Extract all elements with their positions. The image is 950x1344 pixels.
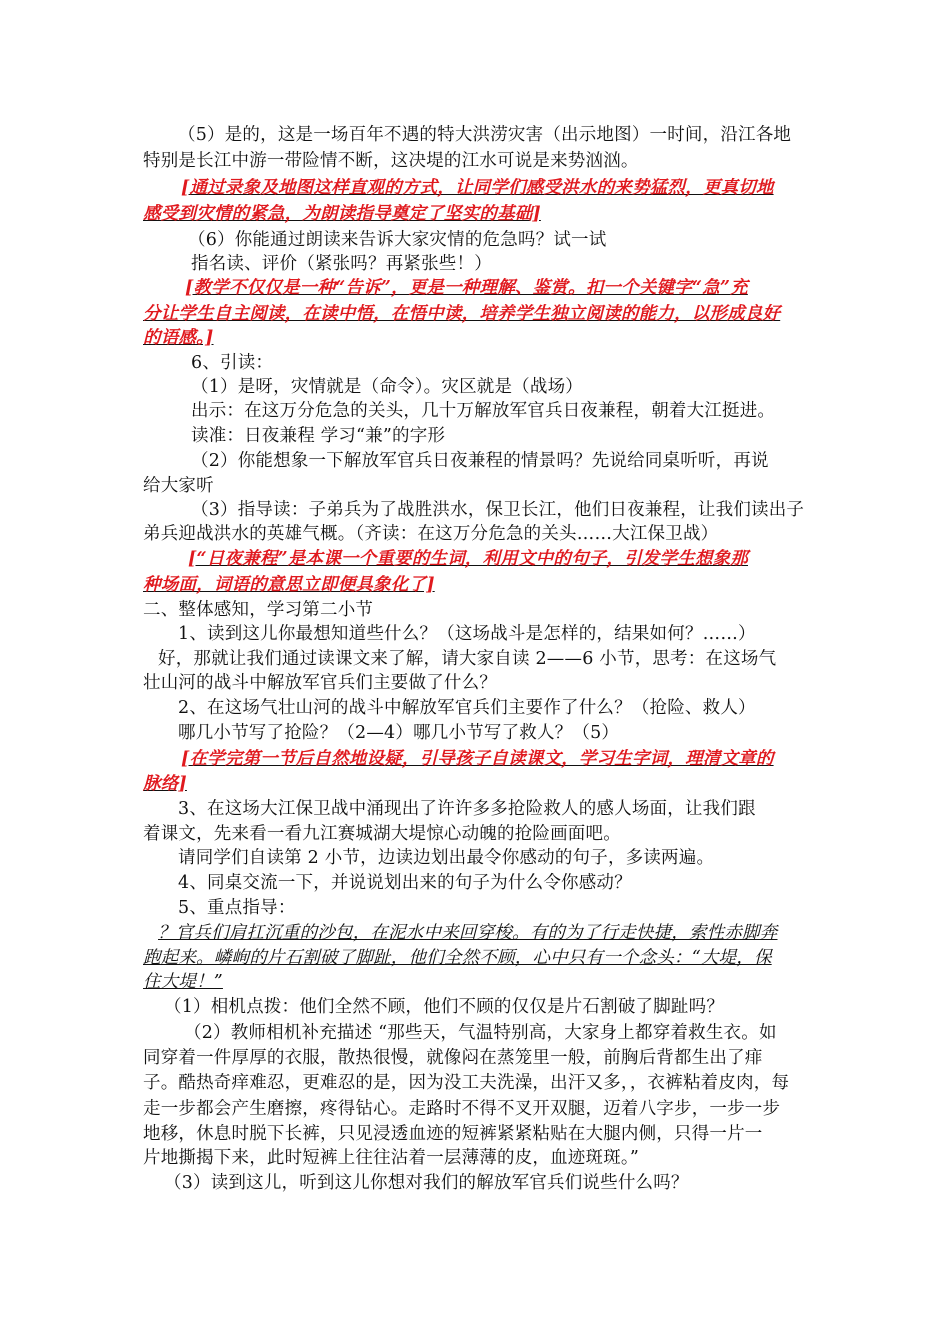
text-line: 地移，休息时脱下长裤，只见浸透血迹的短裤紧紧粘贴在大腿内侧，只得一片一 [143, 1124, 763, 1144]
quoted-passage: 住大堤！” [143, 972, 223, 992]
quoted-passage: 跑起来。嶙峋的片石割破了脚趾，他们全然不顾，心中只有一个念头：“大堤，保 [143, 948, 772, 968]
text-line: （5）是的，这是一场百年不遇的特大洪涝灾害（出示地图）一时间，沿江各地 [178, 125, 792, 145]
text-line: 指名读、评价（紧张吗？再紧张些！） [191, 254, 492, 274]
teaching-note: 种场面，词语的意思立即便具象化了] [143, 575, 435, 595]
teaching-note: 感受到灾情的紧急，为朗读指导奠定了坚实的基础] [143, 204, 541, 224]
text-line: 哪几小节写了抢险？（2—4）哪几小节写了救人？（5） [178, 723, 620, 743]
text-line: 6、引读： [191, 353, 274, 373]
text-line: 好，那就让我们通过读课文来了解，请大家自读 2——6 小节，思考：在这场气 [158, 649, 777, 669]
text-line: 特别是长江中游一带险情不断，这决堤的江水可说是来势汹汹。 [143, 151, 639, 171]
text-line: 1、读到这儿你最想知道些什么？（这场战斗是怎样的，结果如何？……） [178, 624, 756, 644]
text-line: 读准：日夜兼程 学习“兼”的字形 [191, 426, 446, 446]
text-line: 同穿着一件厚厚的衣服，散热很慢，就像闷在蒸笼里一般，前胸后背都生出了痱 [143, 1048, 763, 1068]
text-line: 子。酷热奇痒难忍，更难忍的是，因为没工夫洗澡，出汗又多，，衣裤粘着皮肉，每 [143, 1073, 790, 1093]
teaching-note: [在学完第一节后自然地设疑，引导孩子自读课文，学习生字词，理清文章的 [181, 749, 774, 769]
text-line: 弟兵迎战洪水的英雄气概。（齐读：在这万分危急的关头……大江保卫战） [143, 524, 719, 544]
section-heading: 二、整体感知，学习第二小节 [143, 600, 374, 620]
teaching-note: [“日夜兼程”是本课一个重要的生词，利用文中的句子，引发学生想象那 [188, 549, 749, 569]
teaching-note: 的语感。] [143, 328, 214, 348]
text-line: （6）你能通过朗读来告诉大家灾情的危急吗？试一试 [188, 230, 607, 250]
text-line: （1）相机点拨：他们全然不顾，他们不顾的仅仅是片石割破了脚趾吗？ [164, 997, 725, 1017]
text-line: 给大家听 [143, 476, 214, 496]
teaching-note: 脉络] [143, 774, 187, 794]
text-line: 2、在这场气壮山河的战斗中解放军官兵们主要作了什么？（抢险、救人） [178, 698, 756, 718]
text-line: （1）是呀，灾情就是（命令）。灾区就是（战场） [191, 377, 583, 397]
text-line: 着课文，先来看一看九江赛城湖大堤惊心动魄的抢险画面吧。 [143, 824, 621, 844]
text-line: （3）读到这儿，听到这儿你想对我们的解放军官兵们说些什么吗？ [164, 1173, 689, 1193]
text-line: （2）你能想象一下解放军官兵日夜兼程的情景吗？先说给同桌听听，再说 [191, 451, 769, 471]
text-line: （3）指导读：子弟兵为了战胜洪水，保卫长江，他们日夜兼程，让我们读出子 [191, 500, 805, 520]
teaching-note: [通过录象及地图这样直观的方式，让同学们感受洪水的来势猛烈，更真切地 [181, 178, 774, 198]
teaching-note: [教学不仅仅是一种“告诉”，更是一种理解、鉴赏。扣一个关键字“急”充 [185, 278, 748, 298]
text-line: 5、重点指导： [178, 898, 296, 918]
quoted-passage: ？官兵们肩扛沉重的沙包，在泥水中来回穿梭。有的为了行走快捷，索性赤脚奔 [158, 923, 778, 943]
text-line: 壮山河的战斗中解放军官兵们主要做了什么？ [143, 673, 497, 693]
text-line: 走一步都会产生磨擦，疼得钻心。走路时不得不叉开双腿，迈着八字步，一步一步 [143, 1099, 781, 1119]
text-line: 出示：在这万分危急的关头，几十万解放军官兵日夜兼程，朝着大江挺进。 [191, 401, 776, 421]
text-line: （2）教师相机补充描述 “那些天，气温特别高，大家身上都穿着救生衣。如 [184, 1023, 777, 1043]
text-line: 3、在这场大江保卫战中涌现出了许许多多抢险救人的感人场面，让我们跟 [178, 799, 756, 819]
text-line: 请同学们自读第 2 小节，边读边划出最令你感动的句子，多读两遍。 [178, 848, 715, 868]
text-line: 片地撕揭下来，此时短裤上往往沾着一层薄薄的皮，血迹斑斑。” [143, 1148, 639, 1168]
teaching-note: 分让学生自主阅读，在读中悟，在悟中读，培养学生独立阅读的能力，以形成良好 [143, 304, 781, 324]
text-line: 4、同桌交流一下，并说说划出来的句子为什么令你感动？ [178, 873, 632, 893]
